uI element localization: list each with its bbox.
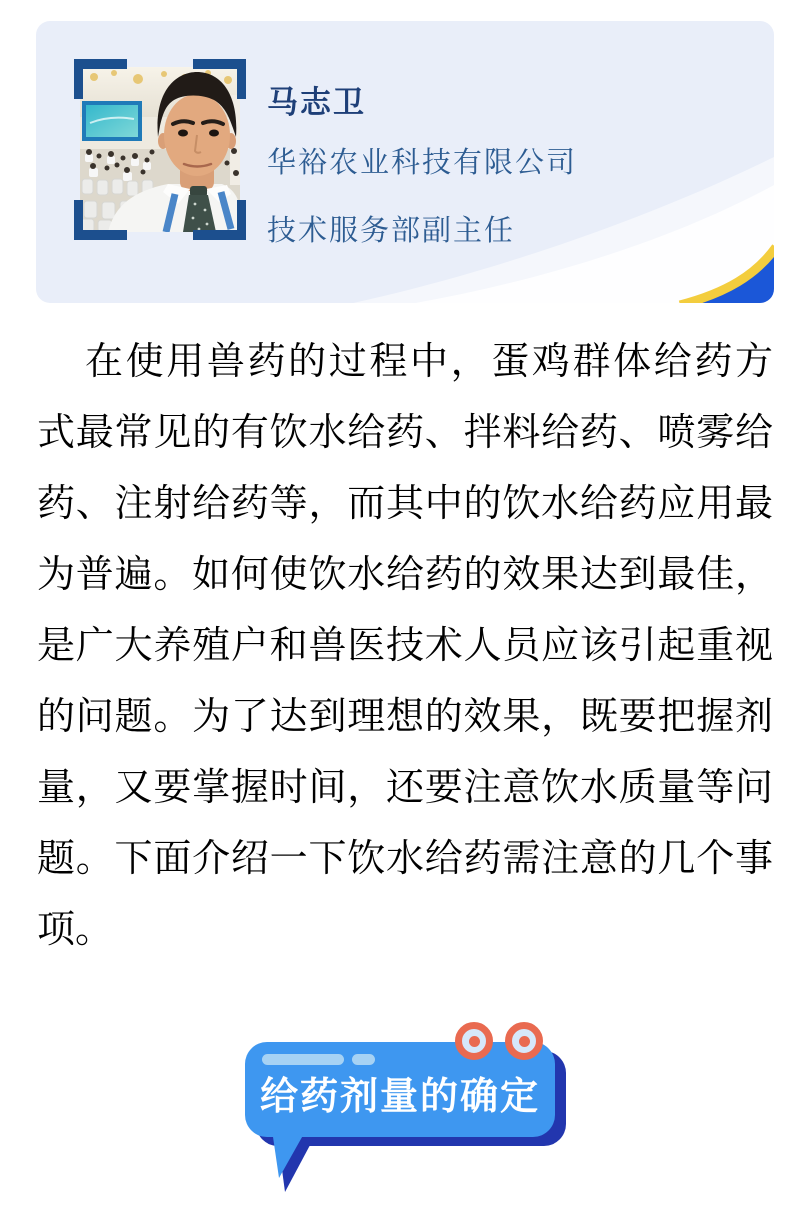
section-header-bubble <box>245 1022 585 1202</box>
body-line: 量，又要掌握时间，还要注意饮水质量等问 <box>37 767 773 809</box>
section-title: 给药剂量的确定 <box>259 1076 540 1118</box>
profile-company: 华裕农业科技有限公司 <box>267 147 578 179</box>
profile-card <box>36 21 774 303</box>
photo-bracket-bottom-left <box>74 200 127 240</box>
body-line: 是广大养殖户和兽医技术人员应该引起重视 <box>37 625 773 667</box>
bubble-tail <box>270 1130 330 1195</box>
body-line: 为普遍。如何使饮水给药的效果达到最佳， <box>37 554 773 596</box>
body-line: 题。下面介绍一下饮水给药需注意的几个事 <box>37 838 773 880</box>
photo-bracket-top-left <box>74 59 127 99</box>
article-body <box>37 327 773 966</box>
ring-decoration-icon <box>455 1022 493 1060</box>
body-line: 在使用兽药的过程中，蛋鸡群体给药方 <box>85 341 773 383</box>
photo-bracket-top-right <box>193 59 246 99</box>
bubble-body <box>245 1042 555 1137</box>
body-line: 式最常见的有饮水给药、拌料给药、喷雾给 <box>37 412 773 454</box>
body-line: 项。 <box>37 909 114 951</box>
body-line: 药、注射给药等，而其中的饮水给药应用最 <box>37 483 773 525</box>
pill-decoration-icon <box>352 1054 375 1065</box>
profile-photo <box>80 67 240 232</box>
body-line: 的问题。为了达到理想的效果，既要把握剂 <box>37 696 773 738</box>
profile-job-title: 技术服务部副主任 <box>267 215 516 247</box>
ring-decoration-icon <box>505 1022 543 1060</box>
photo-bracket-bottom-right <box>193 200 246 240</box>
profile-name: 马志卫 <box>267 85 366 120</box>
pill-decoration-icon <box>262 1054 344 1065</box>
